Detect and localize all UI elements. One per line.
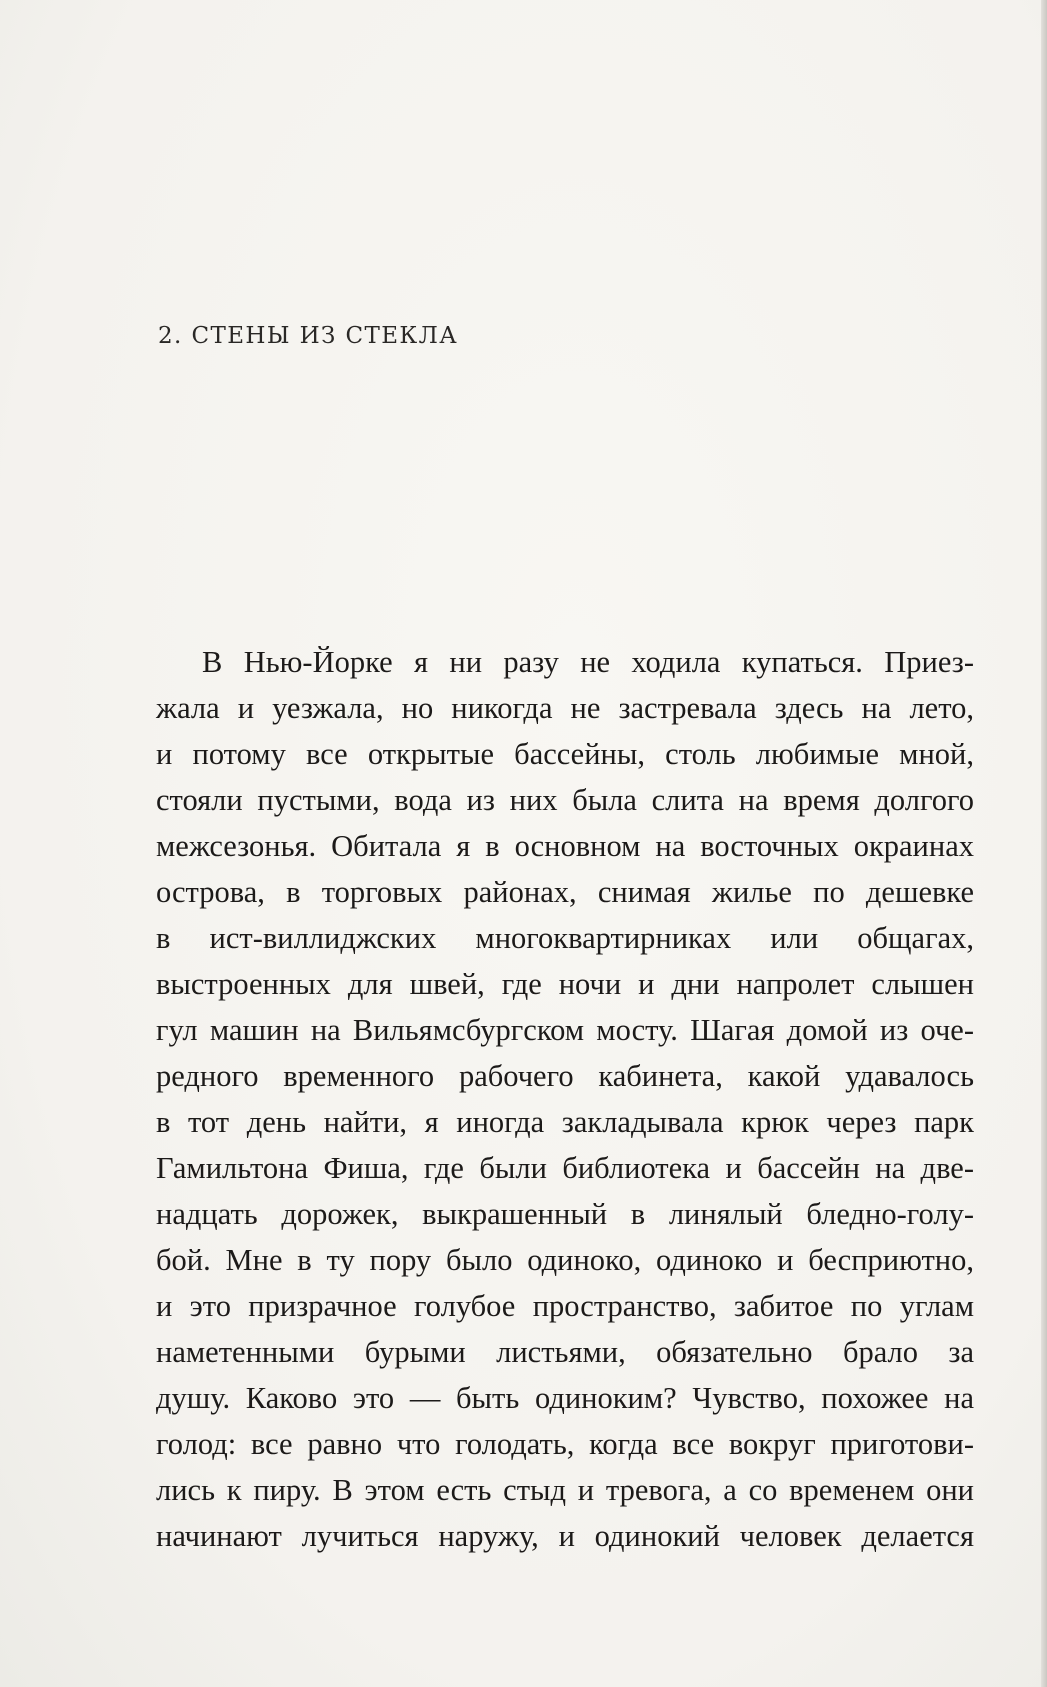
text-line: наметенными бурыми листьями, обязательно брало за (156, 1335, 974, 1369)
text-line: начинают лучиться наружу, и одинокий человек делается (156, 1519, 974, 1553)
text-line: и это призрачное голубое пространство, забитое по углам (156, 1289, 974, 1323)
text-line: жала и уезжала, но никогда не застревала здесь на лето, (156, 691, 974, 725)
text-line: редного временного рабочего кабинета, какой удавалось (156, 1059, 974, 1093)
text-line: выстроенных для швей, где ночи и дни напролет слышен (156, 967, 974, 1001)
text-line: надцать дорожек, выкрашенный в линялый бледно-голу- (156, 1197, 974, 1231)
text-line: межсезонья. Обитала я в основном на восточных окраинах (156, 829, 974, 863)
text-line: стояли пустыми, вода из них была слита на время долгого (156, 783, 974, 817)
chapter-paragraph (156, 639, 974, 1559)
text-line: гул машин на Вильямсбургском мосту. Шагая домой из оче- (156, 1013, 974, 1047)
text-line: в ист-виллиджских многоквартирниках или общагах, (156, 921, 974, 955)
text-line: Гамильтона Фиша, где были библиотека и бассейн на две- (156, 1151, 974, 1185)
text-line: лись к пиру. В этом есть стыд и тревога, а со временем они (156, 1473, 974, 1507)
text-line: и потому все открытые бассейны, столь любимые мной, (156, 737, 974, 771)
text-line: бой. Мне в ту пору было одиноко, одиноко и бесприютно, (156, 1243, 974, 1277)
text-line: в тот день найти, я иногда закладывала крюк через парк (156, 1105, 974, 1139)
text-line: В Нью-Йорке я ни разу не ходила купаться. Приез- (202, 645, 974, 679)
text-line: голод: все равно что голодать, когда все вокруг приготови- (156, 1427, 974, 1461)
text-line: душу. Каково это — быть одиноким? Чувство, похожее на (156, 1381, 974, 1415)
text-line: острова, в торговых районах, снимая жилье по дешевке (156, 875, 974, 909)
chapter-title: 2. СТЕНЫ ИЗ СТЕКЛА (158, 323, 459, 349)
page-edge-shadow (1041, 0, 1047, 1687)
